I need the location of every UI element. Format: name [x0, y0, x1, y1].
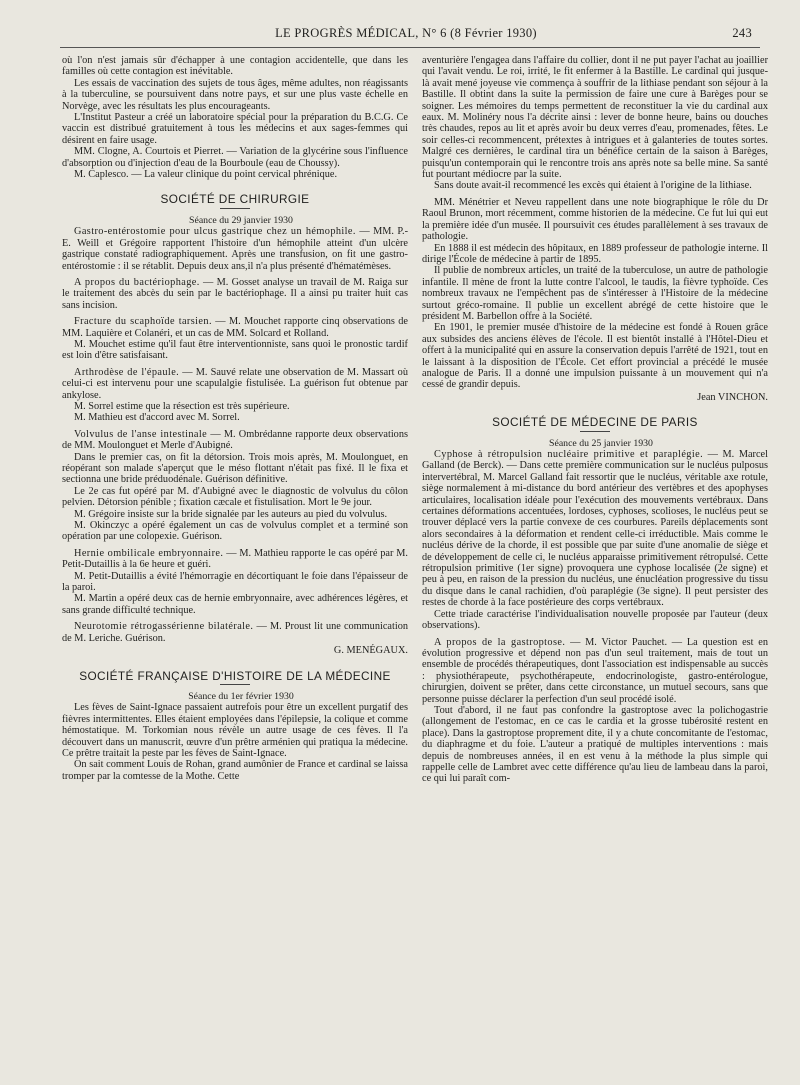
paragraph: M. Mathieu est d'accord avec M. Sorrel. [74, 412, 240, 424]
paragraph: M. Grégoire insiste sur la bride signalée par les auteurs au pied du volvulus. [74, 508, 388, 520]
paragraph: Le 2e cas fut opéré par M. d'Aubigné avec le diagnostic de volvulus du côlon pelvien. Détorsion pénible ; fixation cæcale et fistulisation. Mort le 9e jour. [62, 485, 408, 509]
paragraph: aventurière l'engagea dans l'affaire du collier, dont il ne put payer l'achat au joaillier qui l'avait vendu. Le roi, irrité, le fit enfermer à la Bastille. Le cardinal qui jusque-là avait mené joyeuse vie commença à souffrir de la lithiase pendant son séjour à la Bastille. Il obtint dans la suite la permission de faire une cure à Barèges pour se soigner. Les mémoires du temps permettent de reconstituer la vie du cardinal aux eaux. M. Molinéry nous l'a décrite ainsi : lever de bonne heure, bains ou douches très chaudes, repos au lit et après avoir bu deux verres d'eau, promenades, fêtes. Le soir celles-ci recommencent, prétextes à intrigues et à galanteries de toutes sortes. Malgré ces dernières, le cardinal tira un bénéfice certain de la saison à Barèges, puisqu'un contemporain qui le rencontre trois ans après note sa belle mine. Sa santé fut pourtant médiocre par la suite. [422, 55, 768, 181]
paragraph: où l'on n'est jamais sûr d'échapper à une contagion accidentelle, que dans les familles où cette contagion est inévitable. [62, 55, 408, 78]
header-rule [60, 47, 760, 48]
paragraph: MM. Clogne, A. Courtois et Pierret. — Variation de la glycérine sous l'influence d'absorption ou d'injection d'eau de la Bourboule (eau de Choussy). [62, 146, 408, 169]
paragraph: M. Caplesco. — La valeur clinique du point cervical phrénique. [74, 169, 338, 181]
paragraph: Il publie de nombreux articles, un traité de la tuberculose, un autre de pathologie infantile. Il mène de front la lutte contre l'alcool, le taudis, la fièvre typhoïde. Ces nombreux travaux ne l'empêchent pas de s'intéresser à l'Histoire de la médecine surtout gréco-romaine. Il publie un excellent abrégé de cette histoire que le président M. Barbellon offre à la Société. [422, 265, 768, 322]
article-body: — M. Mathieu rapporte le cas opéré par M. Petit-Dutaillis à la 6e heure et guéri. [62, 547, 408, 571]
section-heading-histoire: SOCIÉTÉ FRANÇAISE D'HISTOIRE DE LA MÉDECINE [79, 668, 391, 683]
section-rule [220, 208, 250, 209]
paragraph: MM. Ménétrier et Neveu rappellent dans une note biographique le rôle du Dr Raoul Brunon, mort récemment, comme historien de la médecine. Ce fut lui qui eut la première idée d'un musée. Il poursuivit ces études parallèlement à ses travaux de pathologie. [422, 196, 768, 243]
article-title: A propos du bactériophage. [74, 276, 200, 288]
article-neurotomie [62, 621, 408, 644]
signature: Jean VINCHON. [697, 391, 768, 403]
paragraph: Les essais de vaccination des sujets de tous âges, même adultes, non réagissants à la tuberculine, se poursuivent dans notre pays, et sur une plus vaste échelle en Norvège, avec les résultats les plus encourageants. [62, 77, 408, 112]
article-body: — M. Mouchet rapporte cinq observations de MM. Laquière et Colanéri, et un cas de MM. Solcard et Rolland. [62, 316, 408, 339]
article-gastro-enterostomie [62, 226, 408, 272]
paragraph: Tout d'abord, il ne faut pas confondre la gastroptose avec la polichogastrie (allongement de l'estomac, en ce cas le cardia et la grosse tubérosité restent en place). Dans la gastroptose proprement dite, il y a chute concomitante de l'estomac, du diaphragme et du foie. L'auteur a pratiqué de multiples interventions : mais depuis de nombreuses années, il en est venu à la méthode la plus simple qui rappelle celle de Lambret avec cette différence qu'au lieu de lambeau dans la paroi, ce qui lui paraît com- [422, 704, 768, 785]
seance-date: Séance du 25 janvier 1930 [549, 437, 653, 449]
paragraph: Dans le premier cas, on fit la détorsion. Trois mois après, M. Moulonguet, en réopérant son malade s'aperçut que le méso flottant n'était pas fixé. Il le fixa et sectionna une bride préduodénale. Guérison définitive. [62, 451, 408, 486]
article-body: — M. Proust lit une communication de M. Leriche. Guérison. [62, 621, 408, 644]
article-title: Fracture du scaphoïde tarsien. [74, 316, 212, 328]
paragraph: M. Okinczyc a opéré également un cas de volvulus complet et a terminé son opération par une colopexie. Guérison. [62, 520, 408, 543]
paragraph: M. Mouchet estime qu'il faut être interventionniste, sans quoi le pronostic tardif est loin d'être satisfaisant. [62, 338, 408, 362]
article-title: Cyphose à rétropulsion nucléaire primitive et paraplégie. [434, 449, 704, 460]
article-hernie [62, 548, 408, 571]
paragraph: M. Sorrel estime que la résection est très supérieure. [74, 400, 290, 412]
running-head [60, 26, 752, 44]
paragraph: Cette triade caractérise l'individualisation nouvelle proposée par l'auteur (deux observations). [422, 608, 768, 632]
section-rule [220, 684, 250, 685]
article-title: Arthrodèse de l'épaule. [74, 366, 180, 378]
article-gastroptose [422, 637, 768, 705]
seance-date: Séance du 29 janvier 1930 [189, 214, 293, 226]
paragraph: L'Institut Pasteur a créé un laboratoire spécial pour la préparation du B.C.G. Ce vaccin est distribué gratuitement à tous les médecins et aux sages-femmes qui désirent en faire usage. [62, 112, 408, 146]
article-title: Neurotomie rétrogassérienne bilatérale. [74, 621, 254, 633]
article-body: — M. Marcel Galland (de Berck). — Dans cette première communication sur le nucléus pulposus intervertébral, M. Marcel Galland fait ressortir que le nucléus, véritable axe rotule, siège normalement à mi-distance du bord antérieur des vertèbres et des apophyses articulaires, localisation idéale pour l'exécution des mouvements vertébraux. Dans certaines déformations accentuées, lordoses, cyphoses, scolioses, le nucléus peut se trouver déplacé vers la partie convexe de ces courbures. Pareils déplacements sont alors secondaires à la déformation et rendent celle-ci irréductible. Mais comme le nucléus dérive de la chorde, il est possible que par suite d'une anomalie de siège et de développement de celle ci, le nucléus apparaisse primitivement rétropulsé. Cette rétropulsion primitive (1er signe) provoquera une cyphose localisée (2e signe) et peu à peu, en raison de la pression du nucléus, une énucléation progressive du tissu du disque dans le canal rachidien, d'où paraplégie (3e signe). Il peut persister des restes de chorde à la face postérieure des corps vertébraux. [422, 449, 768, 609]
paragraph: En 1888 il est médecin des hôpitaux, en 1889 professeur de pathologie interne. Il dirige l'École de médecine à partir de 1895. [422, 242, 768, 265]
section-rule [580, 431, 610, 432]
article-volvulus [62, 429, 408, 452]
paragraph: M. Petit-Dutaillis a évité l'hémorragie en décortiquant le foie dans l'épaisseur de la paroi. [62, 570, 408, 594]
paragraph: On sait comment Louis de Rohan, grand aumônier de France et cardinal se laissa tromper par la comtesse de la Mothe. Cette [62, 759, 408, 782]
left-column [62, 55, 408, 1079]
article-cyphose [422, 449, 768, 609]
article-title: Gastro-entérostomie pour ulcus gastrique chez un hémophile. [74, 226, 356, 238]
article-arthrodese [62, 367, 408, 401]
paragraph: M. Martin a opéré deux cas de hernie embryonnaire, avec adhérences légères, et sans grande difficulté technique. [62, 593, 408, 616]
article-scaphoide [62, 316, 408, 339]
paragraph: En 1901, le premier musée d'histoire de la médecine est fondé à Rouen grâce aux subsides des anciens élèves de l'école. Il est bientôt installé à l'Hôtel-Dieu et offert à la municipalité qui en assure la conservation depuis l'arrêté de 1921, tout en le laissant à la disposition de l'École. Cet effort provincial a précédé le musée analogue de Paris. Il a donné une impulsion puissante à un mouvement qui n'a cessé de grandir depuis. [422, 322, 768, 391]
page-number: 243 [732, 26, 752, 40]
paragraph: Les fèves de Saint-Ignace passaient autrefois pour être un excellent purgatif des fièvres intermittentes. Elles étaient employées dans l'épilepsie, la colique et comme hémostatique. M. Torkomian nous révèle un autre usage de ces fèves. Il l'a découvert dans un manuscrit, œuvre d'un prêtre arménien qui pratiqua la médecine. Ce prêtre traitait la peste par les fèves de Saint-Ignace. [62, 702, 408, 759]
seance-date: Séance du 1er février 1930 [188, 690, 294, 702]
article-body: — MM. P.-E. Weill et Grégoire rapportent l'histoire d'un hémophile atteint d'un ulcère gastrique constaté radiographiquement. Après une transfusion, on fit une gastro-entérostomie : il se rétablit. Depuis deux ans,il n'a plus présenté d'hématémèses. [62, 226, 408, 272]
journal-title: LE PROGRÈS MÉDICAL, N° 6 (8 Février 1930) [275, 26, 537, 40]
article-title: Volvulus de l'anse intestinale [74, 428, 208, 440]
article-title: Hernie ombilicale embryonnaire. [74, 547, 224, 559]
section-heading-medecine-paris: SOCIÉTÉ DE MÉDECINE DE PARIS [492, 415, 698, 430]
paragraph: Sans doute avait-il recommencé les excès qui étaient à l'origine de la lithiase. [434, 180, 752, 192]
article-body: — M. Sauvé relate une observation de M. Massart où celui-ci est intervenu pour une scapulalgie fistulisée. La guérison fut obtenue par ankylose. [62, 366, 408, 401]
right-column [422, 55, 768, 1079]
section-heading-chirurgie: SOCIÉTÉ DE CHIRURGIE [160, 192, 310, 207]
article-bacteriophage [62, 277, 408, 311]
article-body: — M. Gosset analyse un travail de M. Raiga sur le traitement des abcès du sein par le bactériophage. Il a ainsi pu traiter huit cas sans incision. [62, 276, 408, 311]
article-body: — M. Ombrédanne rapporte deux observations de MM. Moulonguet et Merle d'Aubigné. [62, 428, 408, 452]
signature: G. MENÉGAUX. [333, 645, 408, 657]
article-body: — M. Victor Pauchet. — La question est en évolution progressive et dépend non pas d'un seul traitement, mais de tout un ensemble de procédés thérapeutiques, dont l'association est indispensable au succès : physiothérapeute, psychothérapeute, endocrinologiste, gastro-entérologue, chirurgien, doivent se prêter, dans cette circonstance, un mutuel secours, sans que personne puisse déclarer la perfection d'un seul procédé isolé. [422, 636, 768, 705]
article-title: A propos de la gastroptose. [434, 636, 566, 648]
